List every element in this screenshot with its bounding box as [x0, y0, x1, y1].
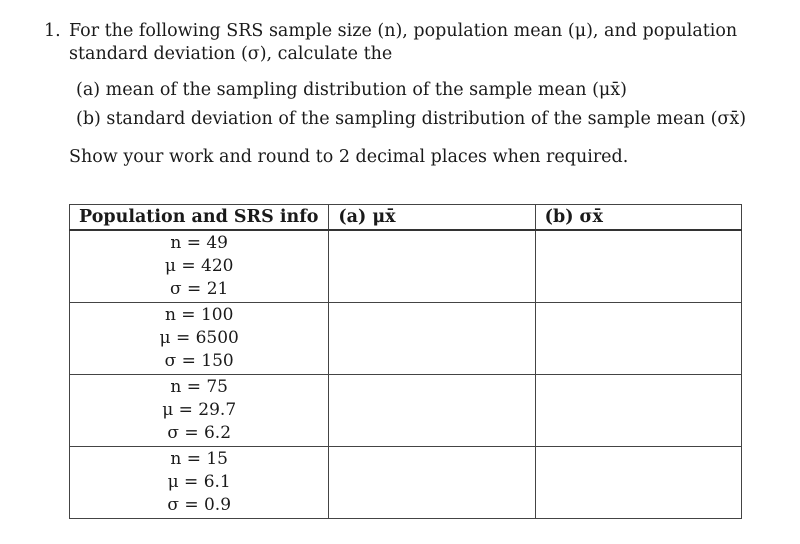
population-mean-value: μ = 29.7	[162, 400, 237, 420]
table-row	[70, 375, 742, 447]
answer-table	[69, 204, 742, 519]
answer-b-cell[interactable]	[535, 375, 741, 447]
answer-a-cell[interactable]	[329, 303, 535, 375]
answer-a-cell[interactable]	[329, 375, 535, 447]
population-info-cell	[70, 230, 329, 303]
population-mean-value: μ = 420	[164, 256, 234, 276]
population-sd-value: σ = 21	[170, 279, 229, 299]
sample-size-value: n = 15	[170, 449, 228, 469]
header-sd-sampling: (b) σx̄	[535, 205, 741, 231]
population-sd-value: σ = 150	[164, 351, 234, 371]
table-header-row	[70, 205, 742, 231]
answer-b-cell[interactable]	[535, 303, 741, 375]
part-a-text: (a) mean of the sampling distribution of the sample mean (μx̄)	[76, 80, 627, 100]
question-intro-line-2: standard deviation (σ), calculate the	[69, 44, 393, 64]
population-sd-value: σ = 6.2	[167, 423, 232, 443]
table-row	[70, 303, 742, 375]
header-mean-sampling: (a) μx̄	[329, 205, 535, 231]
sample-size-value: n = 100	[164, 305, 234, 325]
population-mean-value: μ = 6500	[159, 328, 239, 348]
part-b-text: (b) standard deviation of the sampling distribution of the sample mean (σx̄)	[76, 109, 747, 129]
question-intro-line-1: For the following SRS sample size (n), population mean (μ), and population	[69, 21, 738, 41]
population-mean-value: μ = 6.1	[167, 472, 231, 492]
header-population-info: Population and SRS info	[70, 205, 329, 231]
sample-size-value: n = 75	[170, 377, 228, 397]
answer-b-cell[interactable]	[535, 230, 741, 303]
population-info-cell	[70, 303, 329, 375]
table-row	[70, 447, 742, 519]
population-sd-value: σ = 0.9	[167, 495, 232, 515]
population-info-cell	[70, 375, 329, 447]
population-info-cell	[70, 447, 329, 519]
instruction-text: Show your work and round to 2 decimal places when required.	[69, 147, 629, 167]
sample-size-value: n = 49	[170, 233, 228, 253]
table-row	[70, 230, 742, 303]
answer-b-cell[interactable]	[535, 447, 741, 519]
question-intro	[69, 20, 769, 66]
answer-a-cell[interactable]	[329, 447, 535, 519]
question-number: 1.	[44, 21, 61, 41]
answer-a-cell[interactable]	[329, 230, 535, 303]
